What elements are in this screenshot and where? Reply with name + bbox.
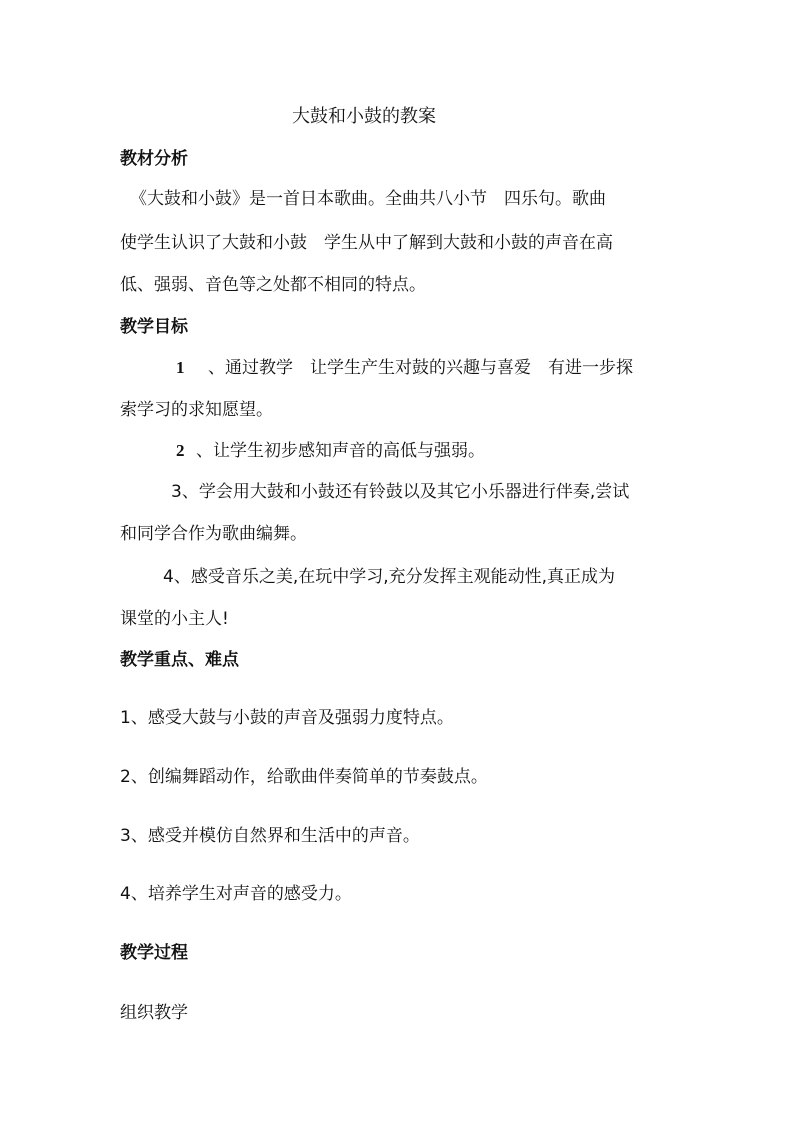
goal-4-line-2: 课堂的小主人! bbox=[120, 609, 229, 629]
analysis-line-3: 低、强弱、音色等之处都不相同的特点。 bbox=[120, 275, 426, 295]
goal-1-number: 1 bbox=[176, 358, 185, 377]
process-sub-heading: 组织教学 bbox=[120, 1003, 188, 1023]
goal-1-line-2: 索学习的求知愿望。 bbox=[120, 400, 273, 420]
goal-4-line-1: 4、感受音乐之美,在玩中学习,充分发挥主观能动性,真正成为 bbox=[163, 567, 616, 587]
goal-1-line-1: 、通过教学 让学生产生对鼓的兴趣与喜爱 有进一步探 bbox=[208, 358, 633, 378]
goal-3-line-2: 和同学合作为歌曲编舞。 bbox=[120, 524, 307, 544]
analysis-line-2: 使学生认识了大鼓和小鼓 学生从中了解到大鼓和小鼓的声音在高 bbox=[120, 233, 613, 253]
goal-2-text: 、让学生初步感知声音的高低与强弱。 bbox=[196, 441, 485, 461]
analysis-line-1: 《大鼓和小鼓》是一首日本歌曲。全曲共八小节 四乐句。歌曲 bbox=[130, 189, 606, 209]
goal-3-line-1: 3、学会用大鼓和小鼓还有铃鼓以及其它小乐器进行伴奏,尝试 bbox=[171, 482, 630, 502]
key-point-3: 3、感受并模仿自然界和生活中的声音。 bbox=[120, 826, 420, 846]
heading-analysis: 教材分析 bbox=[120, 149, 188, 169]
goal-2-number: 2 bbox=[176, 441, 185, 460]
heading-goals: 教学目标 bbox=[120, 317, 188, 337]
key-point-4: 4、培养学生对声音的感受力。 bbox=[120, 884, 352, 904]
heading-key-points: 教学重点、难点 bbox=[120, 650, 239, 670]
page-title: 大鼓和小鼓的教案 bbox=[292, 106, 436, 127]
key-point-2: 2、创编舞蹈动作，给歌曲伴奏简单的节奏鼓点。 bbox=[120, 767, 488, 787]
heading-process: 教学过程 bbox=[120, 943, 188, 963]
key-point-1: 1、感受大鼓与小鼓的声音及强弱力度特点。 bbox=[120, 708, 454, 728]
